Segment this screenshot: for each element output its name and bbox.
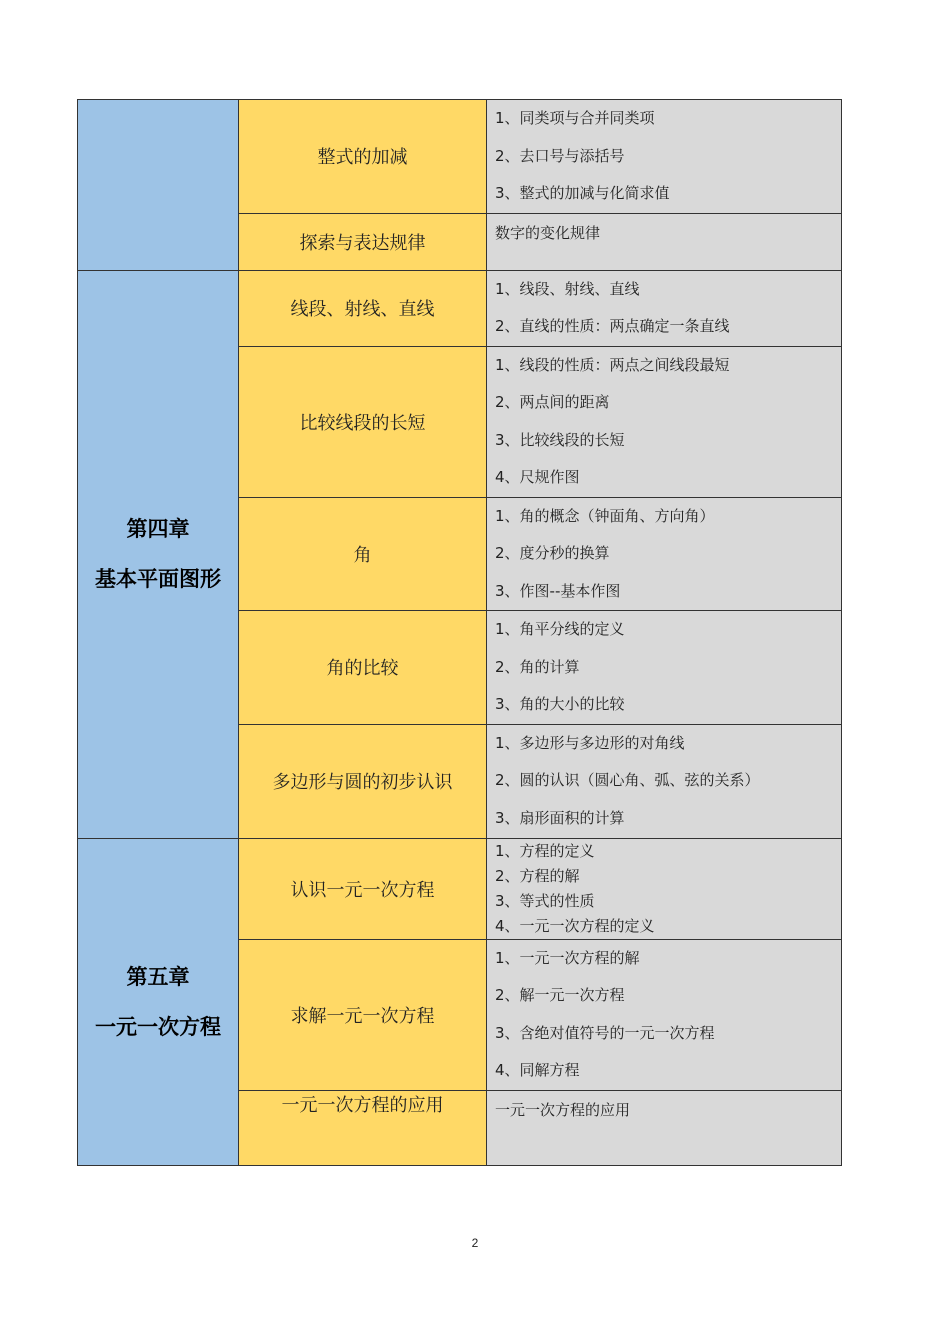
list-item: 3、作图--基本作图 [495,581,621,600]
chapter-title: 基本平面图形 [95,567,221,591]
list-item: 4、同解方程 [495,1061,580,1079]
section-cell: 一元一次方程的应用 [239,1090,487,1165]
syllabus-table [77,99,842,1166]
section-cell: 认识一元一次方程 [239,838,487,939]
table-row [78,270,842,346]
items-cell [487,939,842,1090]
list-item: 1、方程的定义 [495,841,595,860]
list-item: 3、扇形面积的计算 [495,808,625,827]
items-cell [487,611,842,725]
section-cell: 整式的加减 [239,100,487,214]
items-cell [487,346,842,497]
list-item: 3、等式的性质 [495,891,595,910]
list-item: 1、同类项与合并同类项 [495,109,655,127]
list-item: 3、比较线段的长短 [495,430,625,449]
section-cell: 比较线段的长短 [239,346,487,497]
list-item: 1、多边形与多边形的对角线 [495,733,685,752]
chapter-cell [78,838,239,1165]
list-item: 2、度分秒的换算 [495,544,610,562]
chapter-cell [78,270,239,838]
section-cell: 求解一元一次方程 [239,939,487,1090]
list-item: 2、圆的认识（圆心角、弧、弦的关系） [495,771,760,789]
list-item: 1、角的概念（钟面角、方向角） [495,506,715,525]
section-cell: 探索与表达规律 [239,213,487,270]
section-cell: 多边形与圆的初步认识 [239,724,487,838]
section-cell: 角 [239,497,487,611]
items-cell [487,1090,842,1165]
chapter-number: 第五章 [126,964,190,989]
section-cell: 线段、射线、直线 [239,270,487,346]
list-item: 3、含绝对值符号的一元一次方程 [495,1023,715,1042]
items-cell [487,270,842,346]
chapter-cell-continued [78,100,239,271]
chapter-number: 第四章 [126,517,190,541]
table-row [78,100,842,214]
list-item: 1、一元一次方程的解 [495,948,640,967]
chapter-title: 一元一次方程 [95,1014,221,1039]
list-item: 4、尺规作图 [495,468,580,486]
list-item: 3、角的大小的比较 [495,695,625,713]
items-cell [487,724,842,838]
list-item: 1、线段、射线、直线 [495,279,640,298]
list-item: 2、角的计算 [495,657,580,676]
list-item: 2、去口号与添括号 [495,146,625,165]
list-item: 4、一元一次方程的定义 [495,916,655,935]
items-cell [487,213,842,270]
list-item: 2、直线的性质：两点确定一条直线 [495,317,730,335]
section-cell: 角的比较 [239,611,487,725]
table-row [78,838,842,939]
list-item: 2、解一元一次方程 [495,986,625,1004]
list-item: 2、方程的解 [495,866,580,885]
items-cell [487,838,842,939]
list-item: 数字的变化规律 [495,223,601,242]
items-cell [487,497,842,611]
list-item: 1、线段的性质：两点之间线段最短 [495,355,730,374]
page-number: 2 [471,1236,479,1250]
list-item: 2、两点间的距离 [495,393,610,411]
list-item: 一元一次方程的应用 [495,1100,631,1119]
list-item: 1、角平分线的定义 [495,620,625,638]
list-item: 3、整式的加减与化简求值 [495,184,670,202]
items-cell [487,100,842,214]
